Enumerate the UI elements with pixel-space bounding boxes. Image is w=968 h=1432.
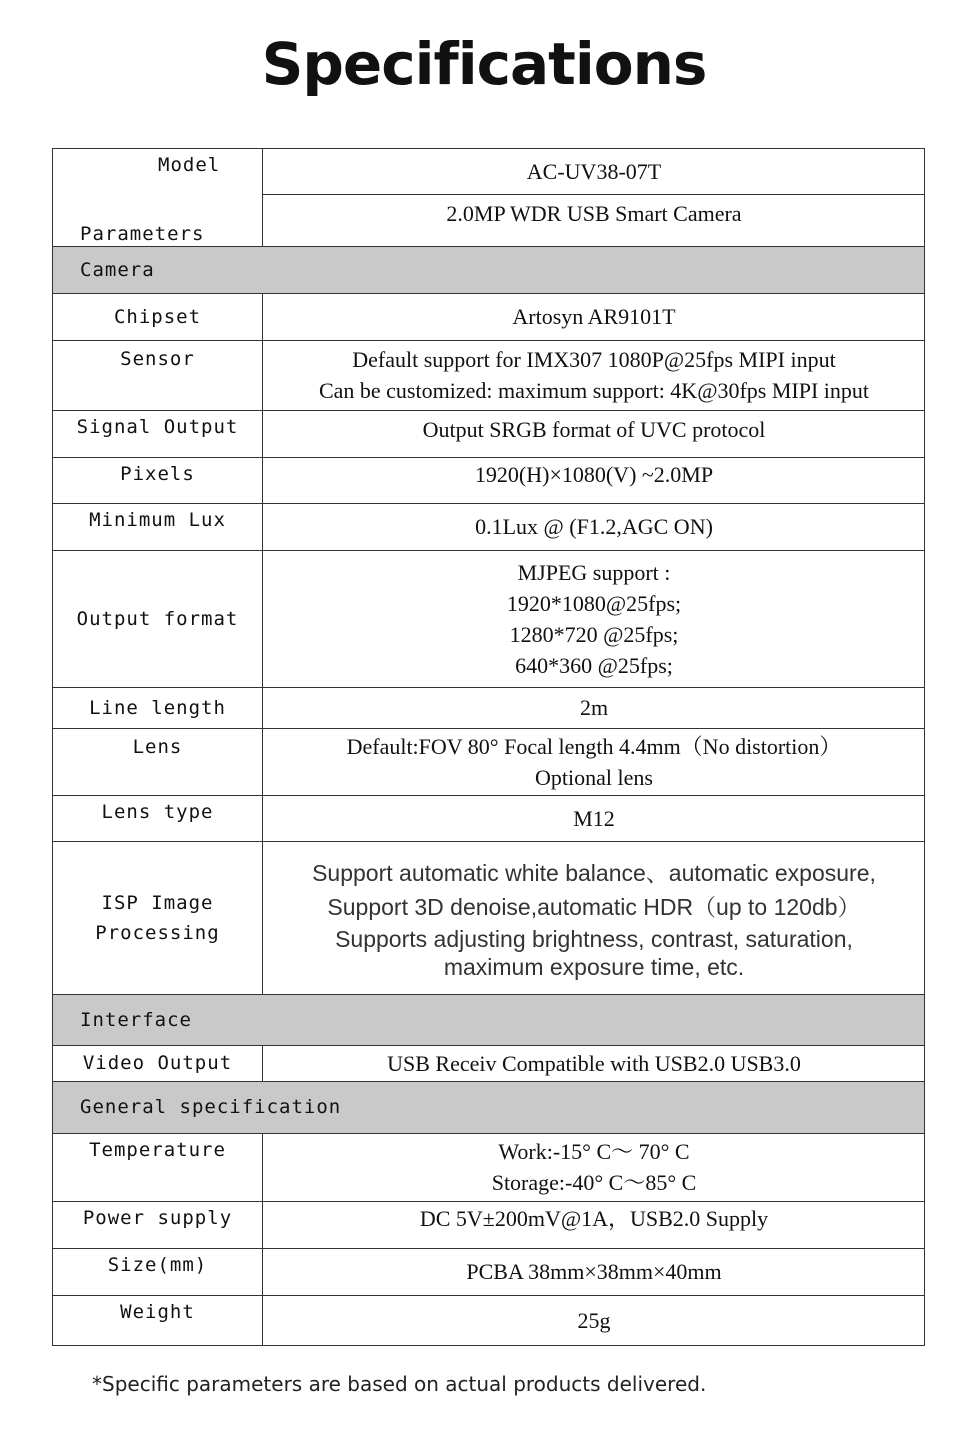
isp-line: Supports adjusting brightness, contrast, saturation, xyxy=(335,925,853,952)
table-divider xyxy=(52,1081,925,1082)
sensor-line: Can be customized: maximum support: 4K@30fps MIPI input xyxy=(318,378,870,403)
lens-type-label: Lens type xyxy=(101,801,214,823)
isp-line: Support 3D denoise,automatic HDR（up to 120db） xyxy=(327,893,861,920)
chipset-label: Chipset xyxy=(113,305,202,328)
section-interface: Interface xyxy=(52,994,925,1045)
temperature-value xyxy=(263,1133,925,1201)
isp-label-line: Processing xyxy=(95,921,220,944)
pixels-label: Pixels xyxy=(120,463,195,485)
output-format-line: 1920*1080@25fps; xyxy=(506,590,682,616)
table-divider xyxy=(52,410,925,411)
sensor-value xyxy=(263,340,925,410)
table-divider xyxy=(52,994,925,995)
power-supply-label: Power supply xyxy=(82,1207,233,1229)
temperature-line: Work:-15° C～ 70° C xyxy=(498,1139,690,1164)
table-divider xyxy=(52,503,925,504)
spec-table xyxy=(52,148,925,1346)
table-divider xyxy=(52,1295,925,1296)
output-format-line: 1280*720 @25fps; xyxy=(509,621,679,647)
table-border xyxy=(52,148,925,149)
model-value: AC-UV38-07T xyxy=(526,158,662,184)
table-divider xyxy=(52,841,925,842)
column-divider xyxy=(262,1045,263,1081)
section-camera: Camera xyxy=(52,246,925,293)
video-output-label: Video Output xyxy=(82,1052,233,1074)
isp-label xyxy=(52,841,263,994)
table-divider xyxy=(52,457,925,458)
table-divider xyxy=(52,246,925,247)
sensor-line: Default support for IMX307 1080P@25fps MIPI input xyxy=(352,347,836,372)
table-divider xyxy=(52,728,925,729)
chipset-value: Artosyn AR9101T xyxy=(512,304,676,329)
table-divider xyxy=(52,340,925,341)
footnote: *Specific parameters are based on actual products delivered. xyxy=(92,1372,707,1396)
isp-value xyxy=(263,841,925,994)
lens-value xyxy=(263,728,925,795)
temperature-label: Temperature xyxy=(89,1139,226,1161)
pixels-value: 1920(H)×1080(V) ~2.0MP xyxy=(474,462,714,487)
output-format-line: MJPEG support : xyxy=(517,559,671,585)
temperature-line: Storage:-40° C～85° C xyxy=(491,1170,697,1195)
table-divider xyxy=(263,194,925,195)
section-general: General specification xyxy=(52,1081,925,1133)
line-length-label: Line length xyxy=(89,696,226,719)
column-divider xyxy=(262,293,263,994)
signal-output-value: Output SRGB format of UVC protocol xyxy=(422,417,766,442)
isp-label-line: ISP Image xyxy=(101,891,214,914)
lens-label: Lens xyxy=(132,736,183,758)
minimum-lux-label: Minimum Lux xyxy=(89,509,226,531)
table-divider xyxy=(52,687,925,688)
isp-line: Support automatic white balance、automatic exposure, xyxy=(312,859,876,886)
table-border xyxy=(924,148,925,1346)
isp-line: maximum exposure time, etc. xyxy=(443,953,745,980)
size-value: PCBA 38mm×38mm×40mm xyxy=(466,1259,722,1284)
sensor-label: Sensor xyxy=(120,348,195,370)
minimum-lux-value: 0.1Lux @ (F1.2,AGC ON) xyxy=(475,514,713,539)
table-divider xyxy=(52,1201,925,1202)
product-name: 2.0MP WDR USB Smart Camera xyxy=(446,201,742,226)
table-border xyxy=(52,1345,925,1346)
output-format-value xyxy=(263,550,925,687)
table-divider xyxy=(52,550,925,551)
weight-value: 25g xyxy=(577,1308,611,1333)
signal-output-label: Signal Output xyxy=(76,416,239,438)
table-divider xyxy=(52,293,925,294)
lens-type-value: M12 xyxy=(573,805,615,831)
parameters-label: Parameters xyxy=(80,223,205,245)
table-divider xyxy=(52,795,925,796)
lens-line: Optional lens xyxy=(535,764,653,790)
page-title: Specifications xyxy=(261,30,707,98)
table-divider xyxy=(52,1133,925,1134)
table-border xyxy=(52,148,53,1346)
weight-label: Weight xyxy=(120,1301,195,1323)
column-divider xyxy=(262,148,263,246)
video-output-value: USB Receiv Compatible with USB2.0 USB3.0 xyxy=(387,1050,801,1076)
table-divider xyxy=(52,1045,925,1046)
column-divider xyxy=(262,1133,263,1346)
table-divider xyxy=(52,1248,925,1249)
lens-line: Default:FOV 80° Focal length 4.4mm（No distortion） xyxy=(346,733,842,759)
model-label: Model xyxy=(158,154,221,176)
power-supply-value: DC 5V±200mV@1A，USB2.0 Supply xyxy=(419,1206,769,1231)
size-label: Size(mm) xyxy=(107,1254,208,1276)
output-format-line: 640*360 @25fps; xyxy=(515,652,673,678)
line-length-value: 2m xyxy=(579,695,609,720)
output-format-label: Output format xyxy=(76,607,239,630)
